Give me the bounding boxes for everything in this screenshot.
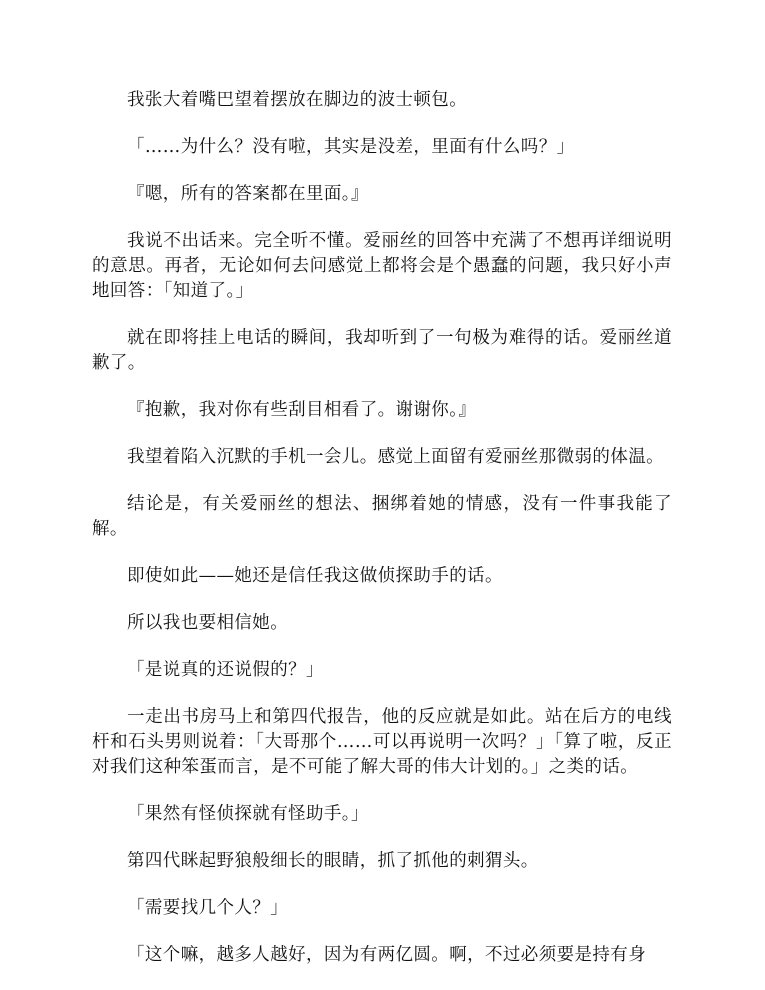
paragraph: 我望着陷入沉默的手机一会儿。感觉上面留有爱丽丝那微弱的体温。: [127, 447, 664, 467]
paragraph: 就在即将挂上电话的瞬间，我却听到了一句极为难得的话。爱丽丝道歉了。: [92, 328, 672, 373]
paragraph: 第四代眯起野狼般细长的眼睛，抓了抓他的刺猬头。: [127, 851, 539, 871]
paragraph: 「需要找几个人？」: [127, 898, 289, 918]
paragraph: 『抱歉，我对你有些刮目相看了。谢谢你。』: [127, 400, 477, 420]
paragraph: 「果然有怪侦探就有怪助手。」: [127, 804, 369, 824]
paragraph: 『嗯，所有的答案都在里面。』: [127, 184, 369, 204]
paragraph: 「是说真的还说假的？」: [127, 660, 324, 680]
paragraph: 「这个嘛，越多人越好，因为有两亿圆。啊，不过必须要是持有身: [127, 945, 647, 965]
paragraph: 我张大着嘴巴望着摆放在脚边的波士顿包。: [127, 90, 468, 110]
document-page: [92, 88, 672, 990]
paragraph: 即使如此——她还是信任我这做侦探助手的话。: [127, 566, 503, 586]
paragraph: 我说不出话来。完全听不懂。爱丽丝的回答中充满了不想再详细说明的意思。再者，无论如何去问感觉上都将会是个愚蠢的问题，我只好小声地回答：「知道了。」: [92, 231, 672, 301]
paragraph: 一走出书房马上和第四代报告，他的反应就是如此。站在后方的电线杆和石头男则说着：「大哥那个……可以再说明一次吗？」「算了啦，反正对我们这种笨蛋而言，是不可能了解大哥的伟大计划的。」之类的话。: [92, 707, 672, 777]
paragraph: 所以我也要相信她。: [127, 613, 289, 633]
paragraph: 「……为什么？没有啦，其实是没差，里面有什么吗？」: [127, 137, 575, 157]
paragraph: 结论是，有关爱丽丝的想法、捆绑着她的情感，没有一件事我能了解。: [92, 494, 672, 539]
